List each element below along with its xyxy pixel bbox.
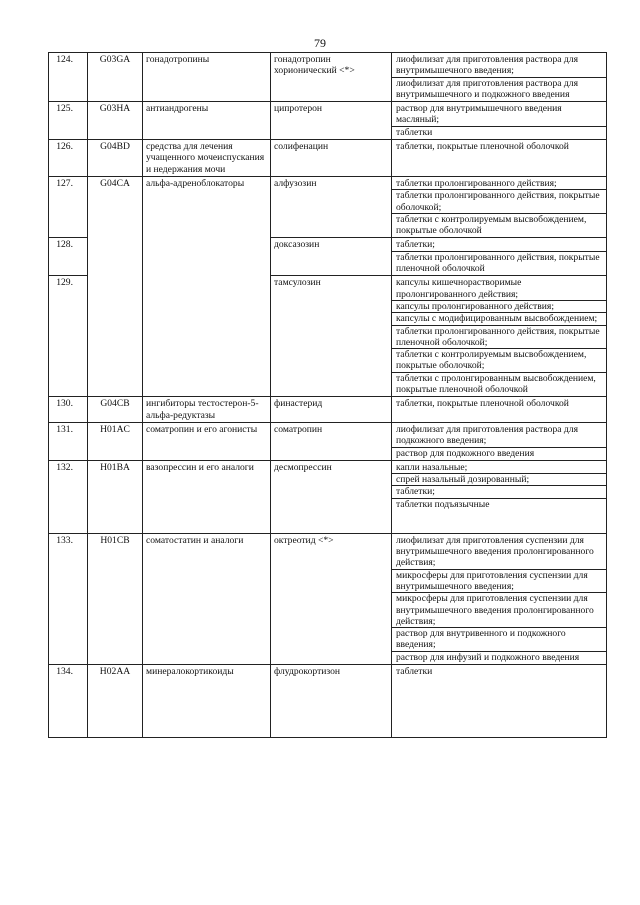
dosage-forms [392, 102, 607, 140]
dosage-form: таблетки с контролируемым высвобождением, покрытые оболочкой [396, 213, 587, 237]
dosage-form: таблетки пролонгированного действия; [392, 178, 606, 190]
atc-group: соматропин и его агонисты [143, 422, 271, 460]
dosage-form: таблетки; [392, 486, 606, 498]
table-row [49, 102, 607, 140]
dosage-form: капли назальные; [392, 462, 606, 474]
drug-name: десмопрессин [271, 460, 392, 533]
page-number: 79 [314, 36, 326, 50]
dosage-forms [392, 238, 607, 276]
dosage-form: раствор для подкожного введения [396, 447, 535, 459]
drug-name: солифенацин [271, 140, 392, 177]
atc-code: H01BA [88, 460, 143, 533]
drug-name: гонадотропин хорионический <*> [271, 53, 392, 102]
drug-name: финастерид [271, 397, 392, 423]
row-number: 126. [49, 140, 88, 177]
dosage-form: таблетки [396, 666, 433, 678]
table-row [49, 533, 607, 664]
dosage-form: микросферы для приготовления суспензии для внутримышечного введения пролонгированного действия; [392, 593, 606, 628]
dosage-form: лиофилизат для приготовления раствора для внутримышечного введения; [392, 54, 606, 78]
dosage-form: таблетки; [392, 239, 606, 251]
dosage-forms [392, 276, 607, 397]
row-number: 133. [49, 533, 88, 664]
atc-group: ингибиторы тестостерон-5-альфа-редуктазы [143, 397, 271, 423]
dosage-forms [392, 665, 607, 738]
dosage-forms [392, 533, 607, 664]
row-number: 129. [49, 276, 88, 397]
dosage-forms [392, 397, 607, 423]
atc-code: G04BD [88, 140, 143, 177]
dosage-form: таблетки с контролируемым высвобождением, покрытые оболочкой; [392, 349, 606, 373]
table-row [49, 53, 607, 102]
atc-group: вазопрессин и его аналоги [143, 460, 271, 533]
dosage-form: таблетки с пролонгированным высвобождением, покрытые пленочной оболочкой [396, 372, 596, 396]
atc-group: соматостатин и аналоги [143, 533, 271, 664]
table-row [49, 397, 607, 423]
atc-code: H01AC [88, 422, 143, 460]
row-number: 132. [49, 460, 88, 533]
table-row [49, 176, 607, 237]
table-row [49, 140, 607, 177]
atc-code: G03GA [88, 53, 143, 102]
atc-group: средства для лечения учащенного мочеиспускания и недержания мочи [143, 140, 271, 177]
dosage-form: таблетки пролонгированного действия, покрытые пленочной оболочкой; [392, 326, 606, 350]
dosage-form: капсулы с модифицированным высвобождением; [392, 313, 606, 325]
dosage-form: лиофилизат для приготовления раствора для внутримышечного и подкожного введения [396, 77, 578, 100]
dosage-forms [392, 140, 607, 177]
drug-name: флудрокортизон [271, 665, 392, 738]
row-number: 124. [49, 53, 88, 102]
dosage-forms [392, 176, 607, 237]
row-number: 134. [49, 665, 88, 738]
row-number: 130. [49, 397, 88, 423]
atc-code: H01CB [88, 533, 143, 664]
drug-name: ципротерон [271, 102, 392, 140]
row-number: 128. [49, 238, 88, 276]
dosage-form: таблетки, покрытые пленочной оболочкой [396, 141, 569, 153]
atc-code: G04CA [88, 176, 143, 396]
row-number: 125. [49, 102, 88, 140]
dosage-form: лиофилизат для приготовления раствора для подкожного введения; [392, 424, 606, 448]
row-number: 131. [49, 422, 88, 460]
table-row [49, 422, 607, 460]
atc-group: альфа-адреноблокаторы [143, 176, 271, 396]
dosage-form: таблетки подъязычные [396, 498, 490, 510]
dosage-form: раствор для внутримышечного введения масляный; [392, 103, 606, 127]
drug-name: соматропин [271, 422, 392, 460]
row-number: 127. [49, 176, 88, 237]
atc-code: G03HA [88, 102, 143, 140]
dosage-form: лиофилизат для приготовления суспензии для внутримышечного введения пролонгированного действия; [392, 535, 606, 570]
atc-code: H02AA [88, 665, 143, 738]
dosage-forms [392, 460, 607, 533]
dosage-forms [392, 53, 607, 102]
table-row [49, 460, 607, 533]
dosage-forms [392, 422, 607, 460]
table-row [49, 665, 607, 738]
drug-name: алфузозин [271, 176, 392, 237]
dosage-form: спрей назальный дозированный; [392, 474, 606, 486]
dosage-form: таблетки пролонгированного действия, покрытые оболочкой; [392, 190, 606, 214]
drug-name: октреотид <*> [271, 533, 392, 664]
atc-group: антиандрогены [143, 102, 271, 140]
drug-name: тамсулозин [271, 276, 392, 397]
dosage-form: раствор для внутривенного и подкожного введения; [392, 628, 606, 652]
dosage-form: капсулы пролонгированного действия; [392, 301, 606, 313]
dosage-form: таблетки, покрытые пленочной оболочкой [396, 398, 569, 410]
atc-group: гонадотропины [143, 53, 271, 102]
dosage-form: раствор для инфузий и подкожного введения [396, 651, 580, 663]
atc-code: G04CB [88, 397, 143, 423]
drug-table [48, 52, 607, 738]
dosage-form: таблетки [396, 126, 433, 138]
atc-group: минералокортикоиды [143, 665, 271, 738]
dosage-form: таблетки пролонгированного действия, покрытые пленочной оболочкой [396, 251, 600, 275]
drug-name: доксазозин [271, 238, 392, 276]
dosage-form: капсулы кишечнорастворимые пролонгированного действия; [392, 277, 606, 301]
dosage-form: микросферы для приготовления суспензии для внутримышечного введения; [392, 570, 606, 594]
